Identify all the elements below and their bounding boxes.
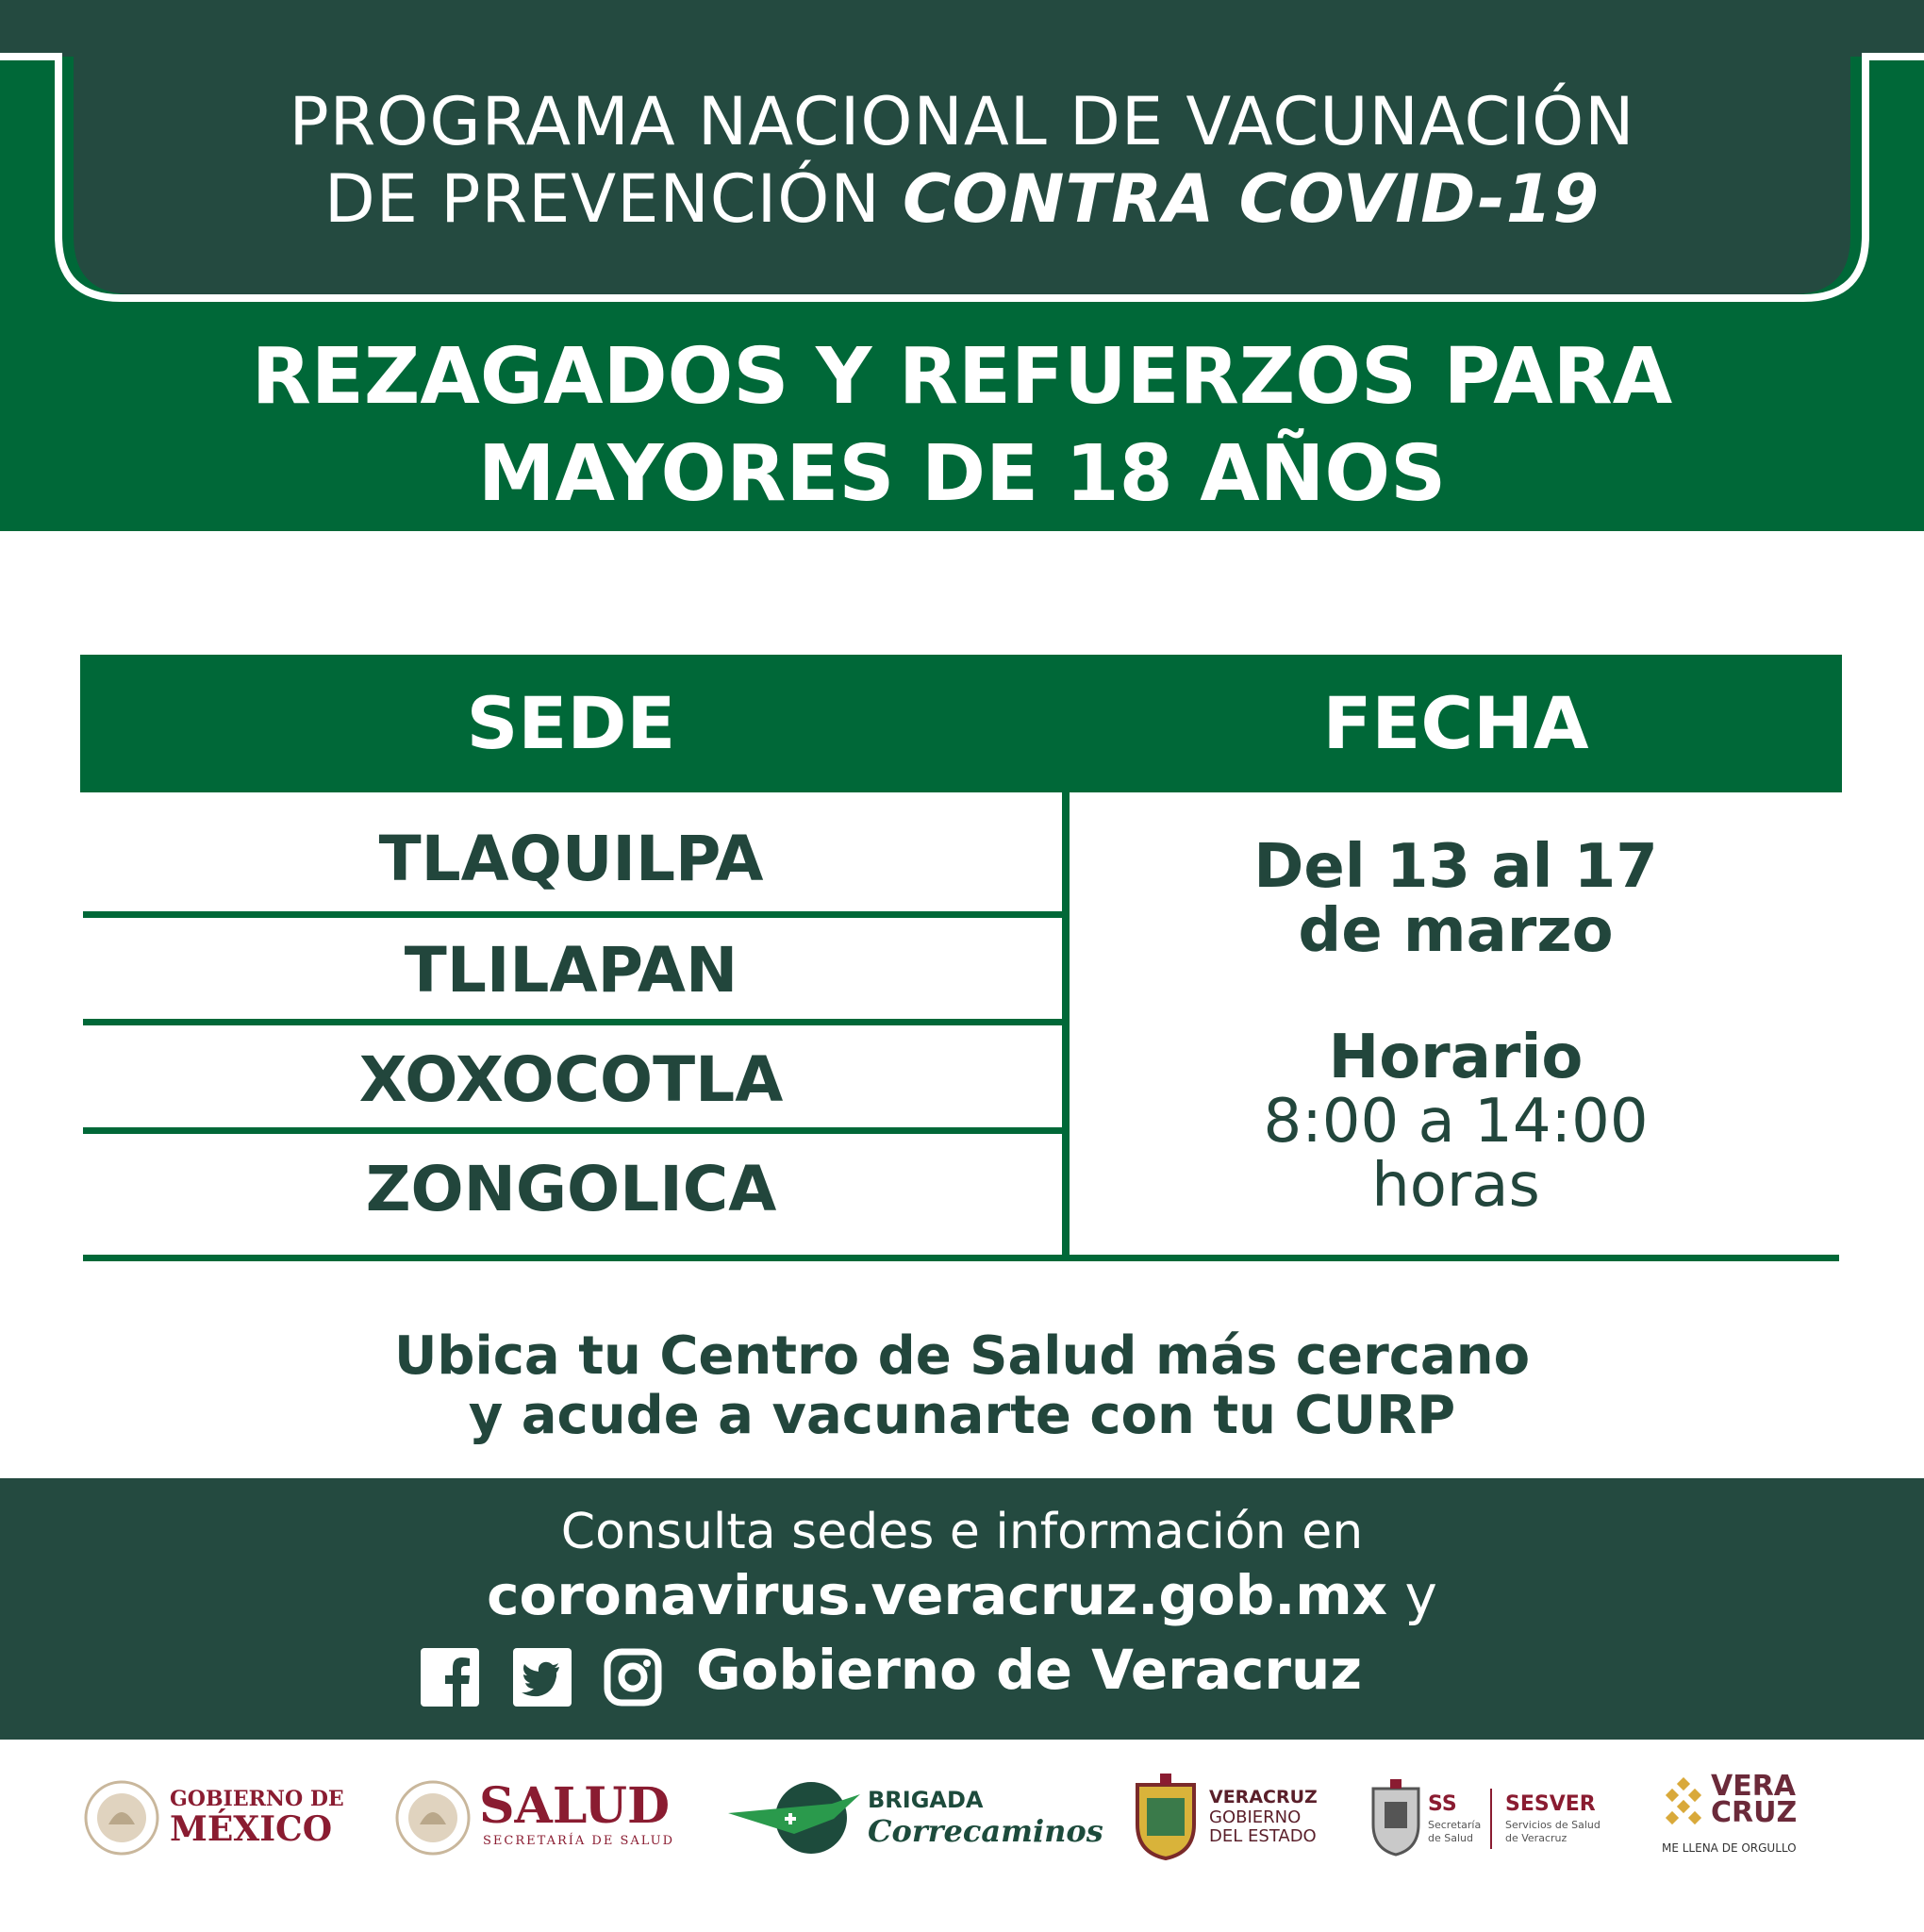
sede-tlaquilpa: TLAQUILPA [378,823,764,895]
salud-subtitle: SECRETARÍA DE SALUD [483,1834,675,1848]
brigada-line1: BRIGADA [868,1787,984,1813]
program-title-regular: DE PREVENCIÓN [323,160,904,238]
ss-line3: de Salud [1428,1832,1473,1844]
ss-line2: Secretaría [1428,1819,1482,1831]
row-divider [83,1019,1062,1025]
column-divider [1062,792,1070,1258]
gobierno-mexico-line2: MÉXICO [170,1809,333,1849]
info-url-line [0,1563,1924,1627]
gobierno-mexico-line1: GOBIERNO DE [170,1787,344,1811]
veracruz-gobierno-line1: VERACRUZ [1209,1787,1318,1807]
sesver-title: SESVER [1505,1792,1596,1816]
ss-title: SS [1428,1792,1457,1816]
horario-label: Horario [1328,1023,1584,1092]
subtitle-line1: REZAGADOS Y REFUERZOS PARA [251,332,1673,422]
table-bottom-border [83,1255,1839,1261]
footer-logos [0,1740,1924,1932]
salud-seal-icon [394,1779,472,1857]
info-line1: Consulta sedes e información en [560,1504,1364,1560]
info-url[interactable]: coronavirus.veracruz.gob.mx [487,1563,1388,1627]
veracruz-gobierno-line2: GOBIERNO [1209,1807,1302,1827]
instagram-icon[interactable] [604,1648,662,1707]
veracruz-pattern-icon [1660,1777,1707,1834]
cruz-text: CRUZ [1711,1796,1798,1829]
vera-text: VERA [1711,1770,1797,1803]
horario-value: 8:00 a 14:00 [1263,1087,1649,1157]
ss-sesver-divider [1490,1789,1492,1849]
cta-line1: Ubica tu Centro de Salud más cercano [393,1325,1531,1387]
sede-tlilapan: TLILAPAN [404,934,738,1007]
orgullo-text: ME LLENA DE ORGULLO [1662,1841,1797,1855]
cta-line2: y acude a vacunarte con tu CURP [468,1385,1456,1446]
info-url-suffix: y [1387,1563,1437,1627]
table-header [80,655,1842,792]
veracruz-gobierno-line3: DEL ESTADO [1209,1826,1317,1846]
salud-title: SALUD [479,1777,671,1835]
row-divider [83,1127,1062,1134]
sesver-line3: de Veracruz [1505,1832,1567,1844]
horario-unit: horas [1371,1151,1540,1221]
veracruz-shield-icon [1132,1774,1200,1860]
correcaminos-icon [728,1775,860,1860]
date-line1: Del 13 al 17 [1253,832,1658,902]
date-line2: de marzo [1298,896,1614,966]
row-divider [83,911,1062,918]
facebook-icon[interactable] [421,1648,479,1707]
mexico-seal-icon [83,1779,160,1857]
brigada-line2: Correcaminos [868,1813,1103,1849]
header-fecha: FECHA [1322,681,1589,765]
program-title-line1: PROGRAMA NACIONAL DE VACUNACIÓN [289,83,1635,160]
ss-shield-icon [1368,1779,1424,1857]
sede-zongolica: ZONGOLICA [365,1153,777,1225]
header-sede: SEDE [466,681,676,765]
sede-xoxocotla: XOXOCOTLA [358,1043,784,1116]
sesver-line2: Servicios de Salud [1505,1819,1601,1831]
program-title-line2 [0,160,1924,238]
social-account-name: Gobierno de Veracruz [696,1638,1362,1702]
program-title-bold: CONTRA COVID-19 [903,160,1601,238]
twitter-icon[interactable] [513,1648,572,1707]
subtitle-line2: MAYORES DE 18 AÑOS [477,429,1447,519]
